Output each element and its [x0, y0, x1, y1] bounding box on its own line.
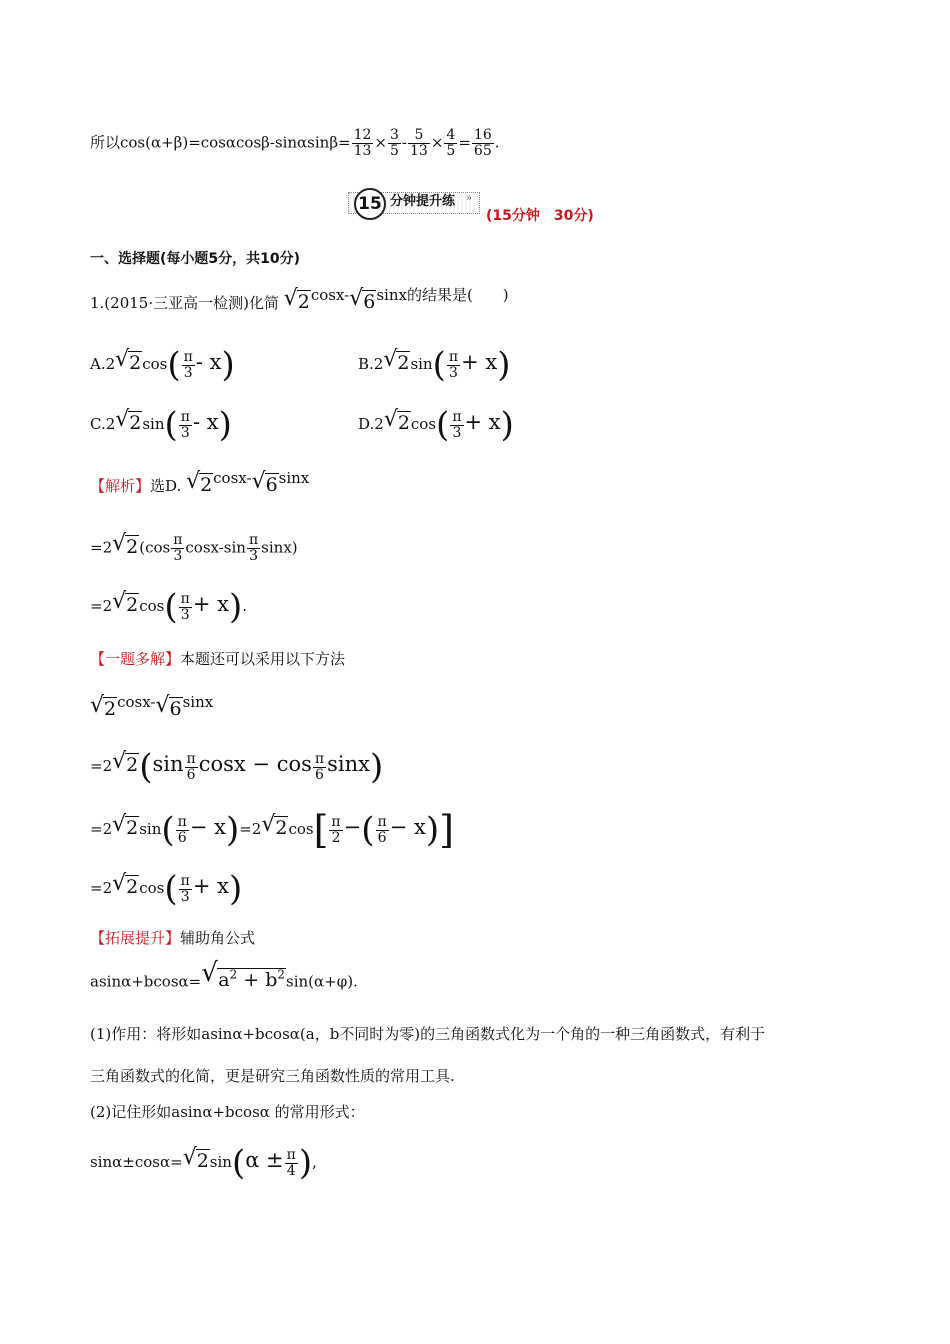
common-form-formula: sinα±cosα= √ 2sin(α ± $\frac{\pi}{4}$ ),: [90, 1143, 317, 1183]
fraction: $\frac{16}{65}$: [473, 127, 492, 159]
option-d: D.2 √ 2cos( $\frac{\pi}{3}$ + x): [358, 405, 514, 445]
fraction: $\frac{3}{5}$: [390, 127, 399, 159]
expand-line: 【拓展提升】辅助角公式: [90, 929, 256, 947]
badge-number: 15: [354, 188, 386, 220]
fraction: $\frac{12}{13}$: [353, 127, 372, 159]
time-note: (15分钟 30分): [486, 208, 594, 224]
badge-label: 分钟提升练: [390, 194, 456, 209]
multi-step-2: =2 √ 2sin( $\frac{\pi}{6}$ − x)=2 √ 2cos[ $\frac{\pi}{2}$ −( $\frac{\pi}{6}$ − x)]: [90, 808, 454, 852]
sqrt-2: √ 2: [90, 693, 117, 720]
sqrt-2: √ 2: [186, 469, 213, 496]
multi-step-3: =2 √ 2cos( $\frac{\pi}{3}$ + x): [90, 869, 243, 909]
sqrt-6: √ 6: [251, 469, 278, 496]
sqrt-6: √ 6: [349, 286, 376, 313]
option-c: C.2 √ 2sin( $\frac{\pi}{3}$ - x): [90, 405, 232, 445]
analysis-step-2: =2 √ 2cos( $\frac{\pi}{3}$ + x).: [90, 587, 247, 627]
paragraph-1-line-2: 三角函数式的化简，更是研究三角函数性质的常用工具.: [90, 1067, 455, 1085]
sqrt-6: √ 6: [155, 693, 182, 720]
options-row-ab: [90, 345, 626, 385]
analysis-step-1: =2 √ 2(cos $\frac{\pi}{3}$ cosx-sin $\frac{\pi}{3}$ sinx): [90, 530, 298, 564]
option-b: B.2 √ 2sin( $\frac{\pi}{3}$ + x): [358, 345, 511, 385]
sqrt-2: √ 2: [283, 286, 310, 313]
formula-prefix: 所以cos(α+β)=cosαcosβ-sinαsinβ=: [90, 133, 351, 152]
question-1: 1.(2015·三亚高一检测)化简 √ 2cosx- √ 6sinx的结果是( ): [90, 286, 509, 313]
fraction: $\frac{5}{13}$: [410, 127, 428, 159]
multi-expression: √ 2cosx- √ 6sinx: [90, 693, 214, 720]
analysis-tag: 【解析】: [90, 477, 151, 495]
practice-badge: [348, 190, 480, 214]
options-row-cd: [90, 405, 626, 445]
analysis-line: 【解析】选D. √ 2cosx- √ 6sinx: [90, 469, 310, 496]
fraction: $\frac{4}{5}$: [446, 127, 456, 159]
multi-step-1: =2 √ 2(sin $\frac{\pi}{6}$ cosx − cos $\frac{\pi}{6}$ sinx): [90, 747, 384, 787]
paragraph-1-line-1: (1)作用：将形如asinα+bcosα(a，b不同时为零)的三角函数式化为一个角的一种三角函数式，有利于: [90, 1025, 766, 1043]
section-title: 一、选择题(每小题5分，共10分): [90, 251, 301, 267]
auxiliary-angle-formula: asinα+bcosα= √ $a^2 + b^2\sin(\alpha+\varphi)$.: [90, 958, 358, 992]
paragraph-2: (2)记住形如asinα+bcosα 的常用形式：: [90, 1103, 365, 1121]
expand-tag: 【拓展提升】: [90, 929, 181, 947]
option-a: A.2 √ 2cos( $\frac{\pi}{3}$ - x): [90, 345, 235, 385]
multi-solution-tag: 【一题多解】: [90, 650, 181, 668]
cos-sum-result-line: 所以cos(α+β)=cosαcosβ-sinαsinβ= $\frac{12}{13}$ × $\frac{3}{5}$ - $\frac{5}{13}$ × $\frac{4}{5}$ = $\frac{16}{65}$ .: [90, 127, 500, 159]
badge-arrow-icon: »: [466, 193, 473, 204]
multi-solution-line: 【一题多解】本题还可以采用以下方法: [90, 650, 346, 668]
